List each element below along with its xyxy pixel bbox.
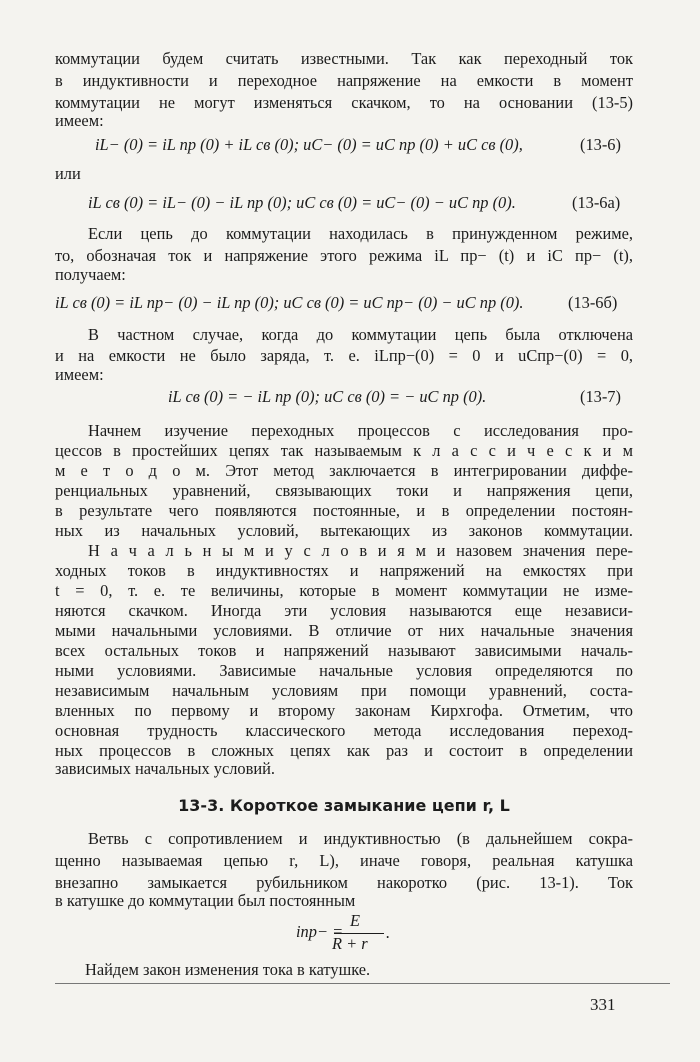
formula-i-pr xyxy=(296,911,406,959)
para4-line-1: Начнем изучение переходных процессов с исследования про- xyxy=(88,421,633,440)
para4-line-5: в результате чего появляются постоянные, и в определении постоян- xyxy=(55,501,633,520)
para4-line-6: ных из начальных условий, вытекающих из законов коммутации. xyxy=(55,521,633,540)
para5-line-8: независимым начальным условиям при помощи уравнений, соста- xyxy=(55,681,633,700)
bottom-rule xyxy=(55,983,670,984)
para1-line-2: в индуктивности и переходное напряжение на емкости в момент xyxy=(55,71,633,90)
formula-denominator: R + r xyxy=(332,934,368,953)
formula-end: . xyxy=(386,923,391,942)
last-line: Найдем закон изменения тока в катушке. xyxy=(85,960,371,979)
equation-number-13-6a: (13-6а) xyxy=(572,193,621,212)
para5-line-7: ными условиями. Зависимые начальные условия определяются по xyxy=(55,661,633,680)
equation-number-13-6: (13-6) xyxy=(580,135,621,154)
para6-line-3: внезапно замыкается рубильником накоротко (рис. 13-1). Ток xyxy=(55,873,633,892)
para6-line-2: щенно называемая цепью r, L), иначе говоря, реальная катушка xyxy=(55,851,633,870)
equation-number-13-7: (13-7) xyxy=(580,387,621,406)
para5-line-1: Н а ч а л ь н ы м и у с л о в и я м и назовем значения пере- xyxy=(88,541,633,560)
para4-line-4: ренциальных уравнений, связывающих токи и напряжения цепи, xyxy=(55,481,633,500)
word-ili: или xyxy=(55,164,81,183)
para2-line-3: получаем: xyxy=(55,265,126,284)
para5-line-4: няются скачком. Иногда эти условия называются еще независи- xyxy=(55,601,633,620)
para5-line-6: всех остальных токов и напряжений называют зависимыми началь- xyxy=(55,641,633,660)
para5-line-11: ных процессов в сложных цепях как раз и состоит в определении xyxy=(55,741,633,760)
para5-line-5: мыми начальными условиями. В отличие от них начальные значения xyxy=(55,621,633,640)
para4-line-3: м е т о д о м. Этот метод заключается в интегрировании диффе- xyxy=(55,461,633,480)
para3-line-1: В частном случае, когда до коммутации цепь была отключена xyxy=(88,325,633,344)
para2-line-1: Если цепь до коммутации находилась в принужденном режиме, xyxy=(88,224,633,243)
para1-line-1: коммутации будем считать известными. Так как переходный ток xyxy=(55,49,633,68)
page-number: 331 xyxy=(590,995,616,1014)
para5-line-12: зависимых начальных условий. xyxy=(55,759,275,778)
formula-numerator: E xyxy=(350,911,361,930)
equation-number-13-6b: (13-6б) xyxy=(568,293,618,312)
formula-lhs: iпр− = xyxy=(296,922,344,941)
para3-line-2: и на емкости не было заряда, т. е. iLпр−(0) = 0 и uCпр−(0) = 0, xyxy=(55,346,633,365)
para1-line-3: коммутации не могут изменяться скачком, то на основании (13-5) xyxy=(55,93,633,112)
para2-line-2: то, обозначая ток и напряжение этого режима iL пр− (t) и iC пр− (t), xyxy=(55,246,633,265)
para5-line-3: t = 0, т. е. те величины, которые в момент коммутации не изме- xyxy=(55,581,633,600)
para6-line-4: в катушке до коммутации был постоянным xyxy=(55,891,356,910)
para5-line-2: ходных токов в индуктивностях и напряжений на емкостях при xyxy=(55,561,633,580)
equation-13-6: iL− (0) = iL пр (0) + iL св (0); uC− (0) = uC пр (0) + uC св (0), xyxy=(95,135,523,154)
equation-13-6a: iL св (0) = iL− (0) − iL пр (0); uC св (0) = uC− (0) − uC пр (0). xyxy=(88,193,516,212)
section-heading: 13-3. Короткое замыкание цепи r, L xyxy=(178,796,510,815)
equation-13-6b: iL св (0) = iL пр− (0) − iL пр (0); uC св (0) = uC пр− (0) − uC пр (0). xyxy=(55,293,524,312)
para3-line-3: имеем: xyxy=(55,365,104,384)
equation-13-7: iL св (0) = − iL пр (0); uC св (0) = − uC пр (0). xyxy=(168,387,487,406)
para6-line-1: Ветвь с сопротивлением и индуктивностью (в дальнейшем сокра- xyxy=(88,829,633,848)
para4-line-2: цессов в простейших цепях так называемым к л а с с и ч е с к и м xyxy=(55,441,633,460)
para1-line-4: имеем: xyxy=(55,111,104,130)
para5-line-9: вленных по первому и второму законам Кирхгофа. Отметим, что xyxy=(55,701,633,720)
para5-line-10: основная трудность классического метода исследования переход- xyxy=(55,721,633,740)
